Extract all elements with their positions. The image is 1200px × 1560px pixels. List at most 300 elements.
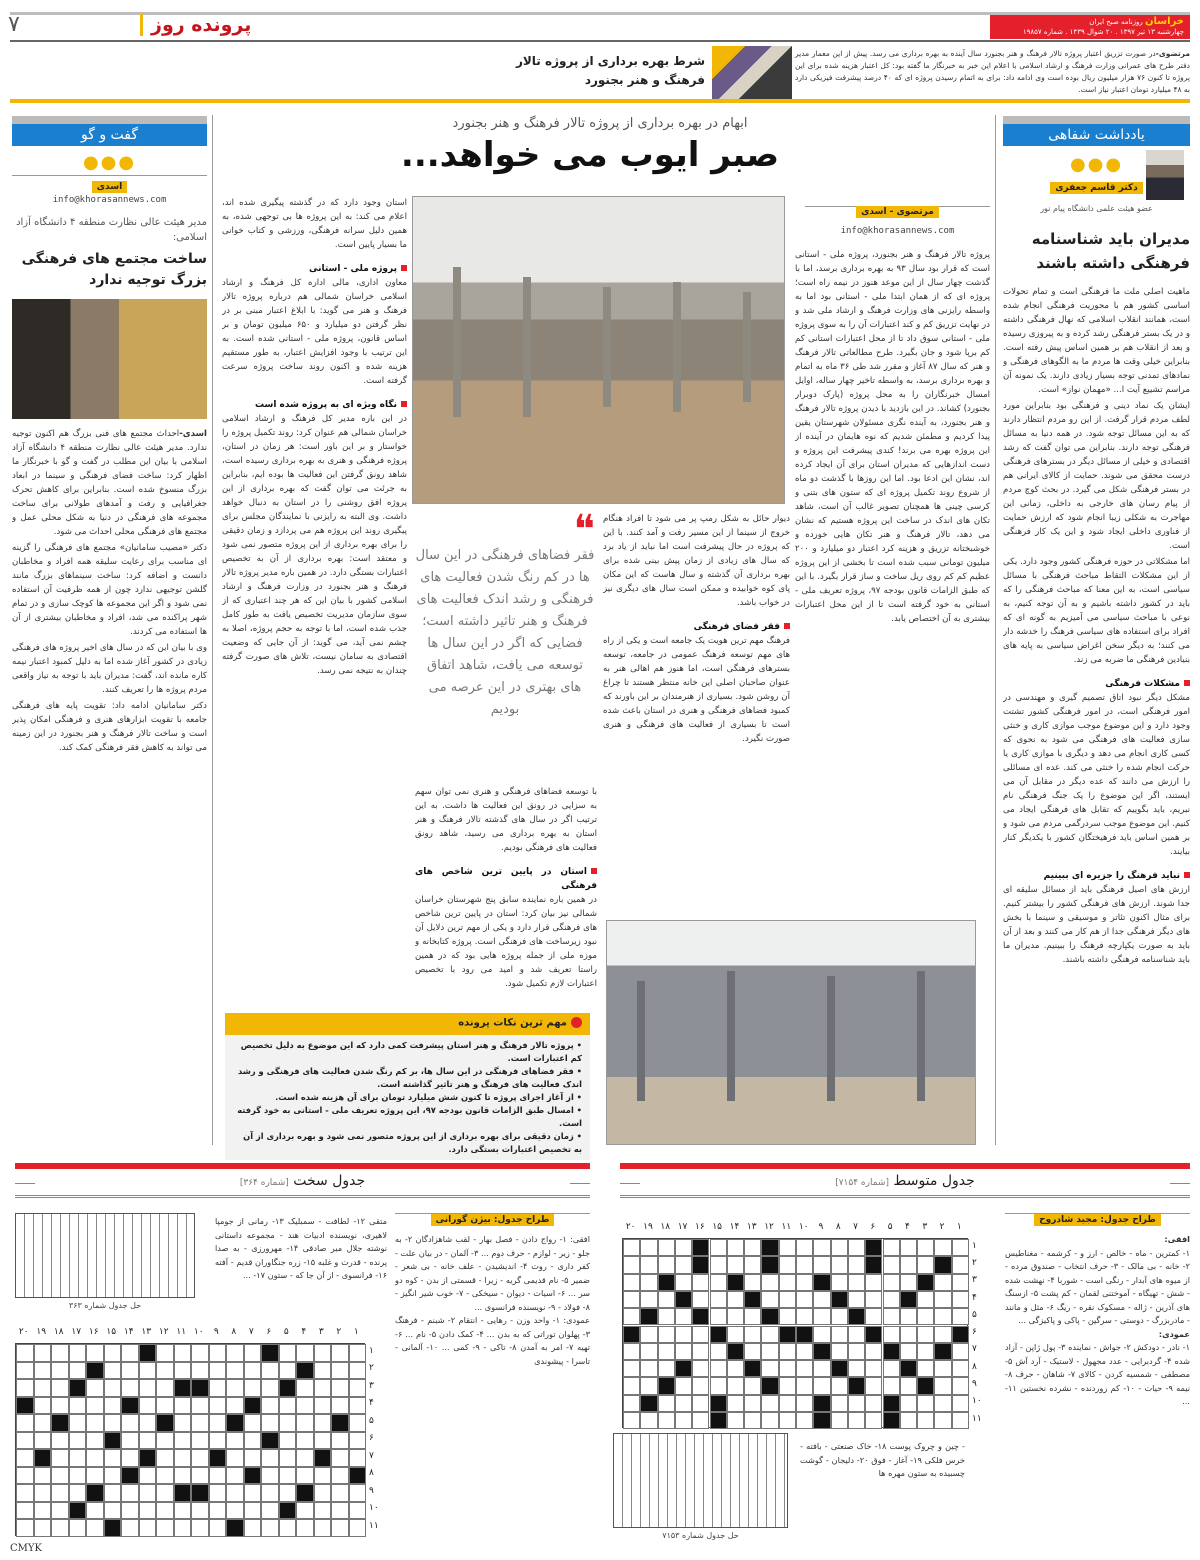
grid-cell[interactable] — [279, 1397, 297, 1415]
grid-cell[interactable] — [727, 1291, 744, 1308]
grid-cell[interactable] — [952, 1343, 969, 1360]
grid-cell[interactable] — [139, 1397, 157, 1415]
grid-cell[interactable] — [831, 1343, 848, 1360]
grid-cell[interactable] — [623, 1412, 640, 1429]
grid-cell[interactable] — [831, 1274, 848, 1291]
grid-cell[interactable] — [69, 1344, 87, 1362]
grid-cell[interactable] — [51, 1379, 69, 1397]
grid-cell[interactable] — [314, 1379, 332, 1397]
grid-cell[interactable] — [761, 1412, 778, 1429]
grid-cell[interactable] — [34, 1362, 52, 1380]
grid-cell[interactable] — [900, 1395, 917, 1412]
grid-cell[interactable] — [156, 1484, 174, 1502]
grid-cell[interactable] — [675, 1239, 692, 1256]
grid-cell[interactable] — [296, 1449, 314, 1467]
grid-cell[interactable] — [139, 1414, 157, 1432]
grid-cell[interactable] — [865, 1291, 882, 1308]
grid-cell[interactable] — [34, 1467, 52, 1485]
grid-cell[interactable] — [813, 1360, 830, 1377]
grid-cell[interactable] — [191, 1449, 209, 1467]
grid-cell[interactable] — [121, 1502, 139, 1520]
grid-cell[interactable] — [917, 1412, 934, 1429]
grid-cell[interactable] — [121, 1344, 139, 1362]
grid-cell[interactable] — [640, 1239, 657, 1256]
grid-cell[interactable] — [331, 1344, 349, 1362]
grid-cell[interactable] — [104, 1467, 122, 1485]
grid-cell[interactable] — [139, 1432, 157, 1450]
grid-cell[interactable] — [883, 1274, 900, 1291]
grid-cell[interactable] — [761, 1326, 778, 1343]
grid-cell[interactable] — [692, 1291, 709, 1308]
grid-cell[interactable] — [761, 1291, 778, 1308]
grid-cell[interactable] — [156, 1344, 174, 1362]
grid-cell[interactable] — [34, 1484, 52, 1502]
grid-cell[interactable] — [848, 1256, 865, 1273]
grid-cell[interactable] — [675, 1274, 692, 1291]
grid-cell[interactable] — [710, 1239, 727, 1256]
grid-cell[interactable] — [813, 1256, 830, 1273]
grid-cell[interactable] — [244, 1484, 262, 1502]
grid-cell[interactable] — [623, 1395, 640, 1412]
grid-cell[interactable] — [727, 1308, 744, 1325]
grid-cell[interactable] — [917, 1256, 934, 1273]
grid-cell[interactable] — [640, 1326, 657, 1343]
grid-cell[interactable] — [623, 1256, 640, 1273]
grid-cell[interactable] — [779, 1395, 796, 1412]
grid-cell[interactable] — [86, 1432, 104, 1450]
grid-cell[interactable] — [779, 1360, 796, 1377]
grid-cell[interactable] — [86, 1344, 104, 1362]
grid-cell[interactable] — [831, 1377, 848, 1394]
grid-cell[interactable] — [640, 1256, 657, 1273]
grid-cell[interactable] — [296, 1502, 314, 1520]
grid-cell[interactable] — [209, 1502, 227, 1520]
grid-cell[interactable] — [883, 1291, 900, 1308]
grid-cell[interactable] — [86, 1397, 104, 1415]
grid-cell[interactable] — [692, 1377, 709, 1394]
grid-cell[interactable] — [934, 1308, 951, 1325]
grid-cell[interactable] — [69, 1414, 87, 1432]
grid-cell[interactable] — [69, 1484, 87, 1502]
grid-cell[interactable] — [952, 1239, 969, 1256]
grid-cell[interactable] — [900, 1326, 917, 1343]
grid-cell[interactable] — [883, 1239, 900, 1256]
grid-cell[interactable] — [623, 1274, 640, 1291]
grid-cell[interactable] — [191, 1467, 209, 1485]
grid-cell[interactable] — [191, 1432, 209, 1450]
grid-cell[interactable] — [761, 1274, 778, 1291]
grid-cell[interactable] — [104, 1397, 122, 1415]
grid-cell[interactable] — [710, 1291, 727, 1308]
grid-cell[interactable] — [86, 1449, 104, 1467]
grid-cell[interactable] — [174, 1502, 192, 1520]
grid-cell[interactable] — [796, 1308, 813, 1325]
grid-cell[interactable] — [191, 1502, 209, 1520]
grid-cell[interactable] — [640, 1412, 657, 1429]
grid-cell[interactable] — [883, 1377, 900, 1394]
grid-cell[interactable] — [121, 1414, 139, 1432]
grid-cell[interactable] — [156, 1362, 174, 1380]
grid-cell[interactable] — [34, 1397, 52, 1415]
grid-cell[interactable] — [16, 1449, 34, 1467]
grid-cell[interactable] — [848, 1274, 865, 1291]
grid-cell[interactable] — [226, 1432, 244, 1450]
grid-cell[interactable] — [349, 1484, 367, 1502]
grid-cell[interactable] — [952, 1377, 969, 1394]
grid-cell[interactable] — [744, 1343, 761, 1360]
grid-cell[interactable] — [744, 1274, 761, 1291]
grid-cell[interactable] — [640, 1291, 657, 1308]
grid-cell[interactable] — [104, 1362, 122, 1380]
grid-cell[interactable] — [139, 1502, 157, 1520]
grid-cell[interactable] — [865, 1274, 882, 1291]
grid-cell[interactable] — [34, 1432, 52, 1450]
grid-cell[interactable] — [865, 1395, 882, 1412]
grid-cell[interactable] — [331, 1502, 349, 1520]
grid-cell[interactable] — [883, 1308, 900, 1325]
grid-cell[interactable] — [261, 1362, 279, 1380]
grid-cell[interactable] — [675, 1308, 692, 1325]
grid-cell[interactable] — [675, 1412, 692, 1429]
grid-cell[interactable] — [139, 1379, 157, 1397]
grid-cell[interactable] — [261, 1414, 279, 1432]
grid-cell[interactable] — [279, 1414, 297, 1432]
grid-cell[interactable] — [900, 1343, 917, 1360]
grid-cell[interactable] — [865, 1360, 882, 1377]
grid-cell[interactable] — [640, 1343, 657, 1360]
grid-cell[interactable] — [314, 1519, 332, 1537]
grid-cell[interactable] — [883, 1360, 900, 1377]
grid-cell[interactable] — [331, 1449, 349, 1467]
grid-cell[interactable] — [848, 1291, 865, 1308]
grid-cell[interactable] — [623, 1239, 640, 1256]
grid-cell[interactable] — [16, 1362, 34, 1380]
grid-cell[interactable] — [865, 1343, 882, 1360]
grid-cell[interactable] — [51, 1449, 69, 1467]
grid-cell[interactable] — [848, 1326, 865, 1343]
grid-cell[interactable] — [34, 1414, 52, 1432]
grid-cell[interactable] — [917, 1239, 934, 1256]
grid-cell[interactable] — [623, 1308, 640, 1325]
grid-cell[interactable] — [104, 1449, 122, 1467]
grid-cell[interactable] — [727, 1360, 744, 1377]
grid-cell[interactable] — [156, 1379, 174, 1397]
grid-cell[interactable] — [16, 1432, 34, 1450]
grid-cell[interactable] — [16, 1502, 34, 1520]
grid-cell[interactable] — [917, 1395, 934, 1412]
grid-cell[interactable] — [314, 1484, 332, 1502]
grid-cell[interactable] — [331, 1362, 349, 1380]
grid-cell[interactable] — [279, 1449, 297, 1467]
grid-cell[interactable] — [779, 1274, 796, 1291]
grid-cell[interactable] — [279, 1467, 297, 1485]
grid-cell[interactable] — [314, 1397, 332, 1415]
grid-cell[interactable] — [226, 1484, 244, 1502]
grid-cell[interactable] — [658, 1239, 675, 1256]
grid-cell[interactable] — [640, 1377, 657, 1394]
grid-cell[interactable] — [865, 1377, 882, 1394]
grid-cell[interactable] — [139, 1484, 157, 1502]
grid-cell[interactable] — [744, 1239, 761, 1256]
grid-cell[interactable] — [191, 1344, 209, 1362]
grid-cell[interactable] — [331, 1519, 349, 1537]
grid-cell[interactable] — [952, 1256, 969, 1273]
grid-cell[interactable] — [796, 1256, 813, 1273]
grid-cell[interactable] — [191, 1397, 209, 1415]
grid-cell[interactable] — [727, 1256, 744, 1273]
grid-cell[interactable] — [796, 1412, 813, 1429]
grid-cell[interactable] — [34, 1379, 52, 1397]
grid-cell[interactable] — [675, 1326, 692, 1343]
grid-cell[interactable] — [209, 1519, 227, 1537]
grid-cell[interactable] — [779, 1256, 796, 1273]
grid-cell[interactable] — [727, 1412, 744, 1429]
grid-cell[interactable] — [104, 1379, 122, 1397]
grid-cell[interactable] — [831, 1256, 848, 1273]
grid-cell[interactable] — [261, 1502, 279, 1520]
grid-cell[interactable] — [349, 1519, 367, 1537]
grid-cell[interactable] — [209, 1467, 227, 1485]
grid-cell[interactable] — [244, 1449, 262, 1467]
grid-cell[interactable] — [727, 1326, 744, 1343]
grid-cell[interactable] — [675, 1395, 692, 1412]
grid-cell[interactable] — [209, 1432, 227, 1450]
grid-cell[interactable] — [831, 1326, 848, 1343]
interview-email[interactable]: info@khorasannews.com — [52, 195, 167, 205]
grid-cell[interactable] — [692, 1326, 709, 1343]
grid-cell[interactable] — [349, 1432, 367, 1450]
grid-cell[interactable] — [744, 1412, 761, 1429]
grid-cell[interactable] — [104, 1344, 122, 1362]
grid-cell[interactable] — [261, 1467, 279, 1485]
grid-cell[interactable] — [917, 1343, 934, 1360]
grid-cell[interactable] — [744, 1395, 761, 1412]
grid-cell[interactable] — [331, 1379, 349, 1397]
grid-cell[interactable] — [952, 1360, 969, 1377]
grid-cell[interactable] — [952, 1291, 969, 1308]
grid-cell[interactable] — [51, 1467, 69, 1485]
grid-cell[interactable] — [848, 1360, 865, 1377]
interview-headline[interactable]: ساخت مجتمع های فرهنگی بزرگ توجیه ندارد — [21, 251, 207, 288]
grid-cell[interactable] — [226, 1344, 244, 1362]
grid-cell[interactable] — [658, 1291, 675, 1308]
grid-cell[interactable] — [86, 1379, 104, 1397]
grid-cell[interactable] — [69, 1362, 87, 1380]
grid-cell[interactable] — [121, 1432, 139, 1450]
grid-cell[interactable] — [692, 1343, 709, 1360]
grid-cell[interactable] — [244, 1344, 262, 1362]
grid-cell[interactable] — [261, 1449, 279, 1467]
grid-cell[interactable] — [796, 1239, 813, 1256]
grid-cell[interactable] — [692, 1360, 709, 1377]
grid-cell[interactable] — [226, 1502, 244, 1520]
grid-cell[interactable] — [744, 1377, 761, 1394]
grid-cell[interactable] — [952, 1308, 969, 1325]
grid-cell[interactable] — [296, 1432, 314, 1450]
grid-cell[interactable] — [34, 1502, 52, 1520]
grid-cell[interactable] — [779, 1377, 796, 1394]
grid-cell[interactable] — [156, 1467, 174, 1485]
grid-cell[interactable] — [244, 1362, 262, 1380]
grid-cell[interactable] — [692, 1274, 709, 1291]
grid-cell[interactable] — [156, 1449, 174, 1467]
grid-cell[interactable] — [86, 1414, 104, 1432]
grid-cell[interactable] — [934, 1291, 951, 1308]
grid-cell[interactable] — [865, 1308, 882, 1325]
grid-cell[interactable] — [796, 1291, 813, 1308]
grid-cell[interactable] — [296, 1519, 314, 1537]
grid-cell[interactable] — [779, 1308, 796, 1325]
grid-cell[interactable] — [761, 1360, 778, 1377]
grid-cell[interactable] — [261, 1379, 279, 1397]
grid-cell[interactable] — [16, 1519, 34, 1537]
grid-cell[interactable] — [623, 1291, 640, 1308]
grid-cell[interactable] — [174, 1344, 192, 1362]
grid-cell[interactable] — [796, 1274, 813, 1291]
grid-cell[interactable] — [952, 1412, 969, 1429]
grid-cell[interactable] — [640, 1274, 657, 1291]
grid-cell[interactable] — [349, 1379, 367, 1397]
grid-cell[interactable] — [16, 1484, 34, 1502]
grid-cell[interactable] — [209, 1414, 227, 1432]
grid-cell[interactable] — [296, 1397, 314, 1415]
grid-cell[interactable] — [34, 1519, 52, 1537]
grid-cell[interactable] — [244, 1502, 262, 1520]
grid-cell[interactable] — [900, 1256, 917, 1273]
grid-cell[interactable] — [727, 1239, 744, 1256]
grid-cell[interactable] — [16, 1344, 34, 1362]
grid-cell[interactable] — [349, 1397, 367, 1415]
grid-cell[interactable] — [710, 1256, 727, 1273]
grid-cell[interactable] — [331, 1432, 349, 1450]
article-email[interactable]: info@khorasannews.com — [840, 226, 955, 236]
grid-cell[interactable] — [349, 1449, 367, 1467]
grid-cell[interactable] — [623, 1360, 640, 1377]
grid-cell[interactable] — [658, 1256, 675, 1273]
grid-cell[interactable] — [279, 1484, 297, 1502]
grid-cell[interactable] — [658, 1360, 675, 1377]
grid-cell[interactable] — [51, 1344, 69, 1362]
grid-cell[interactable] — [934, 1360, 951, 1377]
grid-cell[interactable] — [934, 1239, 951, 1256]
grid-cell[interactable] — [69, 1467, 87, 1485]
grid-cell[interactable] — [209, 1397, 227, 1415]
grid-cell[interactable] — [331, 1397, 349, 1415]
grid-cell[interactable] — [314, 1432, 332, 1450]
grid-cell[interactable] — [865, 1412, 882, 1429]
grid-cell[interactable] — [226, 1379, 244, 1397]
grid-cell[interactable] — [934, 1395, 951, 1412]
grid-cell[interactable] — [761, 1395, 778, 1412]
grid-cell[interactable] — [727, 1395, 744, 1412]
opinion-headline[interactable]: مدیران باید شناسنامه فرهنگی داشته باشند — [1031, 230, 1190, 272]
grid-cell[interactable] — [69, 1432, 87, 1450]
grid-cell[interactable] — [51, 1484, 69, 1502]
grid-cell[interactable] — [744, 1326, 761, 1343]
grid-cell[interactable] — [69, 1519, 87, 1537]
grid-cell[interactable] — [121, 1362, 139, 1380]
grid-cell[interactable] — [226, 1362, 244, 1380]
grid-cell[interactable] — [191, 1362, 209, 1380]
grid-cell[interactable] — [796, 1360, 813, 1377]
grid-cell[interactable] — [796, 1377, 813, 1394]
grid-cell[interactable] — [104, 1484, 122, 1502]
grid-cell[interactable] — [900, 1274, 917, 1291]
grid-cell[interactable] — [710, 1308, 727, 1325]
grid-cell[interactable] — [191, 1519, 209, 1537]
grid-cell[interactable] — [314, 1467, 332, 1485]
grid-cell[interactable] — [349, 1502, 367, 1520]
article-headline[interactable]: صبر ایوب می خواهد... — [400, 135, 780, 175]
grid-cell[interactable] — [244, 1379, 262, 1397]
grid-cell[interactable] — [174, 1397, 192, 1415]
grid-cell[interactable] — [952, 1274, 969, 1291]
grid-cell[interactable] — [675, 1377, 692, 1394]
grid-cell[interactable] — [156, 1502, 174, 1520]
grid-cell[interactable] — [848, 1343, 865, 1360]
grid-cell[interactable] — [917, 1326, 934, 1343]
grid-cell[interactable] — [744, 1256, 761, 1273]
grid-cell[interactable] — [331, 1467, 349, 1485]
grid-cell[interactable] — [16, 1467, 34, 1485]
grid-cell[interactable] — [331, 1484, 349, 1502]
grid-cell[interactable] — [658, 1308, 675, 1325]
grid-cell[interactable] — [156, 1519, 174, 1537]
grid-cell[interactable] — [296, 1379, 314, 1397]
grid-cell[interactable] — [883, 1326, 900, 1343]
grid-cell[interactable] — [917, 1308, 934, 1325]
grid-cell[interactable] — [900, 1377, 917, 1394]
grid-cell[interactable] — [279, 1519, 297, 1537]
grid-cell[interactable] — [261, 1519, 279, 1537]
grid-cell[interactable] — [69, 1397, 87, 1415]
grid-cell[interactable] — [710, 1343, 727, 1360]
grid-cell[interactable] — [727, 1377, 744, 1394]
grid-cell[interactable] — [121, 1484, 139, 1502]
grid-cell[interactable] — [314, 1344, 332, 1362]
grid-cell[interactable] — [86, 1502, 104, 1520]
grid-cell[interactable] — [209, 1484, 227, 1502]
grid-cell[interactable] — [658, 1343, 675, 1360]
grid-cell[interactable] — [952, 1395, 969, 1412]
grid-cell[interactable] — [623, 1343, 640, 1360]
grid-cell[interactable] — [314, 1362, 332, 1380]
grid-cell[interactable] — [349, 1344, 367, 1362]
grid-cell[interactable] — [813, 1308, 830, 1325]
grid-cell[interactable] — [174, 1519, 192, 1537]
grid-cell[interactable] — [296, 1344, 314, 1362]
grid-cell[interactable] — [174, 1449, 192, 1467]
grid-cell[interactable] — [934, 1412, 951, 1429]
grid-cell[interactable] — [796, 1395, 813, 1412]
grid-cell[interactable] — [69, 1449, 87, 1467]
grid-cell[interactable] — [121, 1449, 139, 1467]
grid-cell[interactable] — [51, 1432, 69, 1450]
grid-cell[interactable] — [104, 1502, 122, 1520]
grid-cell[interactable] — [675, 1256, 692, 1273]
grid-cell[interactable] — [349, 1414, 367, 1432]
grid-cell[interactable] — [934, 1274, 951, 1291]
grid-cell[interactable] — [279, 1362, 297, 1380]
grid-cell[interactable] — [121, 1519, 139, 1537]
grid-cell[interactable] — [244, 1432, 262, 1450]
grid-cell[interactable] — [813, 1326, 830, 1343]
grid-cell[interactable] — [296, 1467, 314, 1485]
grid-cell[interactable] — [226, 1397, 244, 1415]
grid-cell[interactable] — [900, 1239, 917, 1256]
grid-cell[interactable] — [831, 1395, 848, 1412]
grid-cell[interactable] — [86, 1519, 104, 1537]
